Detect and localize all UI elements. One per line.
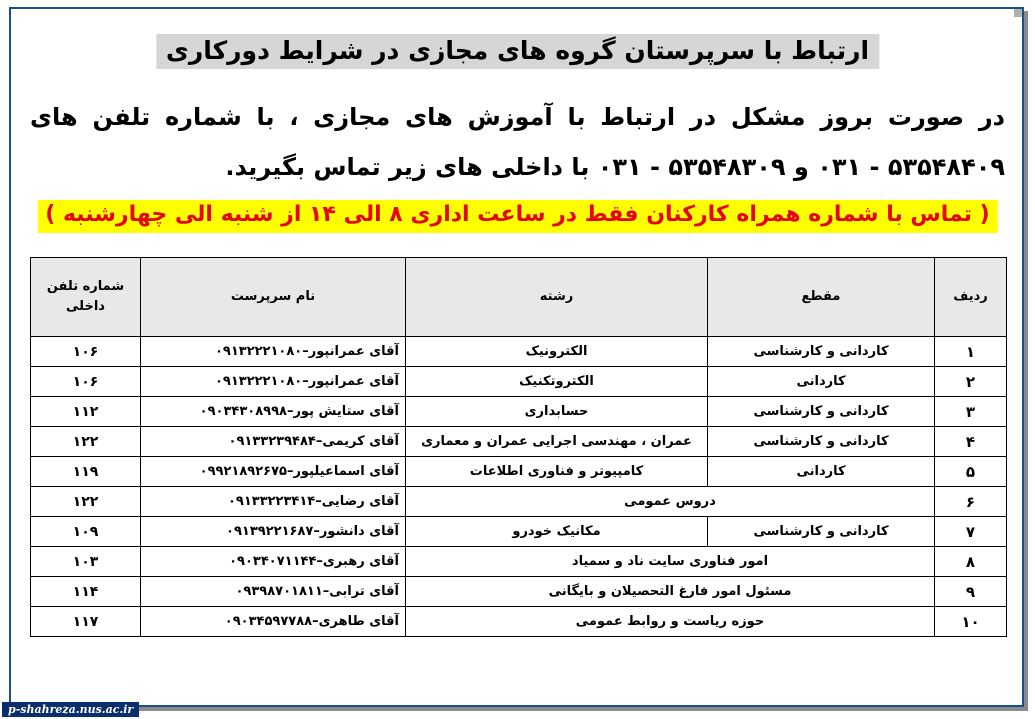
cell-row-number: ۵ [935, 457, 1007, 487]
table-row [31, 577, 1007, 607]
cell-level: کاردانی [708, 367, 935, 397]
page-title: ارتباط با سرپرستان گروه های مجازی در شرایط دورکاری [156, 34, 879, 69]
cell-merged-description: دروس عمومی [406, 487, 935, 517]
header-extension [31, 258, 141, 337]
cell-row-number: ۲ [935, 367, 1007, 397]
cell-extension: ۱۱۴ [31, 577, 141, 607]
table-header-row [31, 258, 1007, 337]
table-row [31, 607, 1007, 637]
cell-supervisor: آقای عمرانپور–۰۹۱۳۲۲۲۱۰۸۰ [141, 367, 406, 397]
cell-extension: ۱۲۲ [31, 487, 141, 517]
cell-supervisor: آقای دانشور–۰۹۱۳۹۲۲۱۶۸۷ [141, 517, 406, 547]
cell-level: کاردانی و کارشناسی [708, 517, 935, 547]
table-row [31, 337, 1007, 367]
cell-row-number: ۷ [935, 517, 1007, 547]
cell-extension: ۱۱۲ [31, 397, 141, 427]
cell-row-number: ۸ [935, 547, 1007, 577]
cell-major: مکانیک خودرو [406, 517, 708, 547]
office-hours-notice: ( تماس با شماره همراه کارکنان فقط در ساعت اداری ۸ الی ۱۴ از شنبه الی چهارشنبه ) [37, 200, 998, 233]
header-major: رشته [406, 258, 708, 337]
cell-row-number: ۱۰ [935, 607, 1007, 637]
cell-supervisor: آقای رهبری–۰۹۰۳۴۰۷۱۱۴۴ [141, 547, 406, 577]
cell-level: کاردانی و کارشناسی [708, 337, 935, 367]
cell-major: الکتروتکنیک [406, 367, 708, 397]
cell-merged-description: امور فناوری سایت ناد و سمیاد [406, 547, 935, 577]
cell-supervisor: آقای عمرانپور–۰۹۱۳۲۲۲۱۰۸۰ [141, 337, 406, 367]
cell-supervisor: آقای اسماعیلپور–۰۹۹۲۱۸۹۲۶۷۵ [141, 457, 406, 487]
cell-extension: ۱۰۳ [31, 547, 141, 577]
cell-extension: ۱۱۹ [31, 457, 141, 487]
header-supervisor: نام سرپرست [141, 258, 406, 337]
header-level: مقطع [708, 258, 935, 337]
frame-corner-mark [1014, 9, 1022, 17]
supervisors-table [30, 257, 1007, 637]
cell-extension: ۱۰۶ [31, 337, 141, 367]
cell-supervisor: آقای ترابی–۰۹۳۹۸۷۰۱۸۱۱ [141, 577, 406, 607]
cell-major: الکترونیک [406, 337, 708, 367]
header-row-number: ردیف [935, 258, 1007, 337]
cell-major: کامپیوتر و فناوری اطلاعات [406, 457, 708, 487]
cell-extension: ۱۰۶ [31, 367, 141, 397]
cell-level: کاردانی و کارشناسی [708, 397, 935, 427]
cell-extension: ۱۰۹ [31, 517, 141, 547]
cell-supervisor: آقای رضایی–۰۹۱۳۳۲۲۳۴۱۴ [141, 487, 406, 517]
cell-row-number: ۳ [935, 397, 1007, 427]
cell-major: حسابداری [406, 397, 708, 427]
table-row [31, 547, 1007, 577]
cell-row-number: ۶ [935, 487, 1007, 517]
cell-level: کاردانی و کارشناسی [708, 427, 935, 457]
cell-major: عمران ، مهندسی اجرایی عمران و معماری [406, 427, 708, 457]
cell-merged-description: حوزه ریاست و روابط عمومی [406, 607, 935, 637]
cell-supervisor: آقای ستایش پور–۰۹۰۳۴۳۰۸۹۹۸ [141, 397, 406, 427]
cell-level: کاردانی [708, 457, 935, 487]
table-row [31, 457, 1007, 487]
cell-supervisor: آقای طاهری–۰۹۰۳۴۵۹۷۷۸۸ [141, 607, 406, 637]
header-extension-line1: شماره تلفن [46, 279, 125, 294]
header-extension-line2: داخلی [66, 299, 105, 314]
cell-extension: ۱۱۷ [31, 607, 141, 637]
contact-paragraph: در صورت بروز مشکل در ارتباط با آموزش های مجازی ، با شماره تلفن های ۵۳۵۴۸۴۰۹ - ۰۳۱ و ۵۳۵۴۸۳۰۹ - ۰۳۱ با داخلی های زیر تماس بگیرید. [30, 103, 1005, 181]
table-row [31, 517, 1007, 547]
table-row [31, 397, 1007, 427]
site-watermark: p-shahreza.nus.ac.ir [2, 702, 139, 717]
cell-row-number: ۴ [935, 427, 1007, 457]
cell-supervisor: آقای کریمی–۰۹۱۳۳۲۳۹۴۸۴ [141, 427, 406, 457]
table-row [31, 487, 1007, 517]
cell-merged-description: مسئول امور فارغ التحصیلان و بایگانی [406, 577, 935, 607]
cell-extension: ۱۲۲ [31, 427, 141, 457]
table-row [31, 427, 1007, 457]
cell-row-number: ۹ [935, 577, 1007, 607]
table-row [31, 367, 1007, 397]
cell-row-number: ۱ [935, 337, 1007, 367]
